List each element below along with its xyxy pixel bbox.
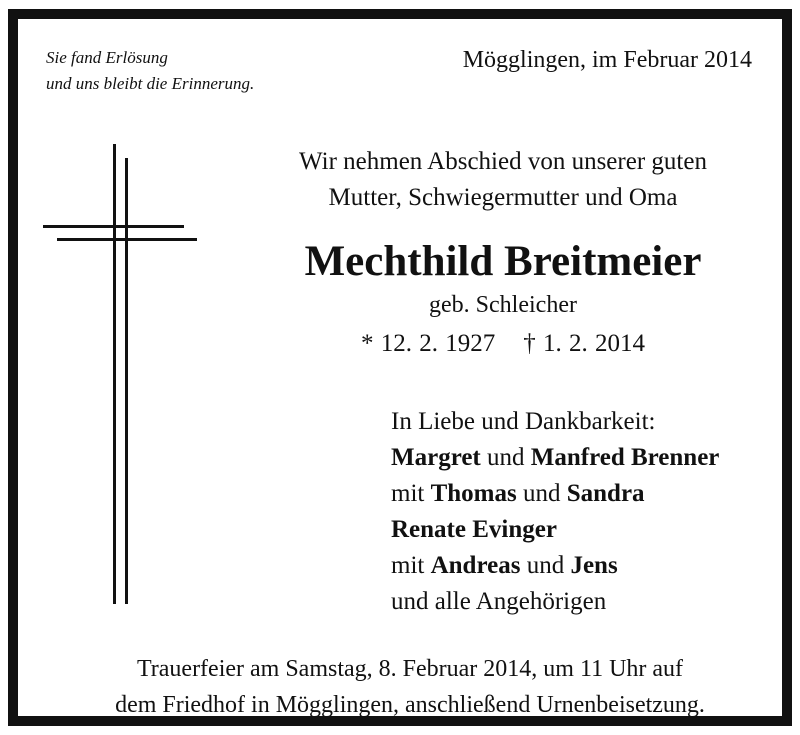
maiden-name: geb. Schleicher — [429, 292, 577, 318]
cross-icon — [43, 144, 203, 604]
intro-line-1: Wir nehmen Abschied von unserer guten — [299, 148, 707, 175]
service-line-1: Trauerfeier am Samstag, 8. Februar 2014, um 11 Uhr auf — [136, 656, 684, 682]
mourner-line: Renate Evinger — [391, 516, 557, 543]
mourners-heading: In Liebe und Dankbarkeit: — [391, 408, 656, 435]
obituary-frame — [8, 9, 792, 726]
mourner-line: und alle Angehörigen — [391, 588, 607, 615]
deceased-name: Mechthild Breitmeier — [304, 238, 702, 285]
mourner-line: mit Andreas und Jens — [391, 552, 618, 579]
mourners-list — [391, 404, 719, 620]
mourner-line: mit Thomas und Sandra — [391, 480, 645, 507]
motto-line-1: Sie fand Erlösung — [46, 48, 168, 67]
place-date: Mögglingen, im Februar 2014 — [462, 47, 752, 73]
life-dates — [218, 327, 788, 361]
death-date: † 1. 2. 2014 — [523, 330, 645, 357]
birth-date: * 12. 2. 1927 — [361, 330, 496, 357]
motto — [46, 45, 254, 97]
mourner-line: Margret und Manfred Brenner — [391, 444, 720, 471]
intro-line-2: Mutter, Schwiegermutter und Oma — [328, 184, 678, 211]
service-line-2: dem Friedhof in Mögglingen, anschließend Urnenbeisetzung. — [115, 692, 705, 718]
motto-line-2: und uns bleibt die Erinnerung. — [46, 74, 255, 93]
service-info — [18, 651, 800, 723]
intro-text — [218, 144, 788, 216]
